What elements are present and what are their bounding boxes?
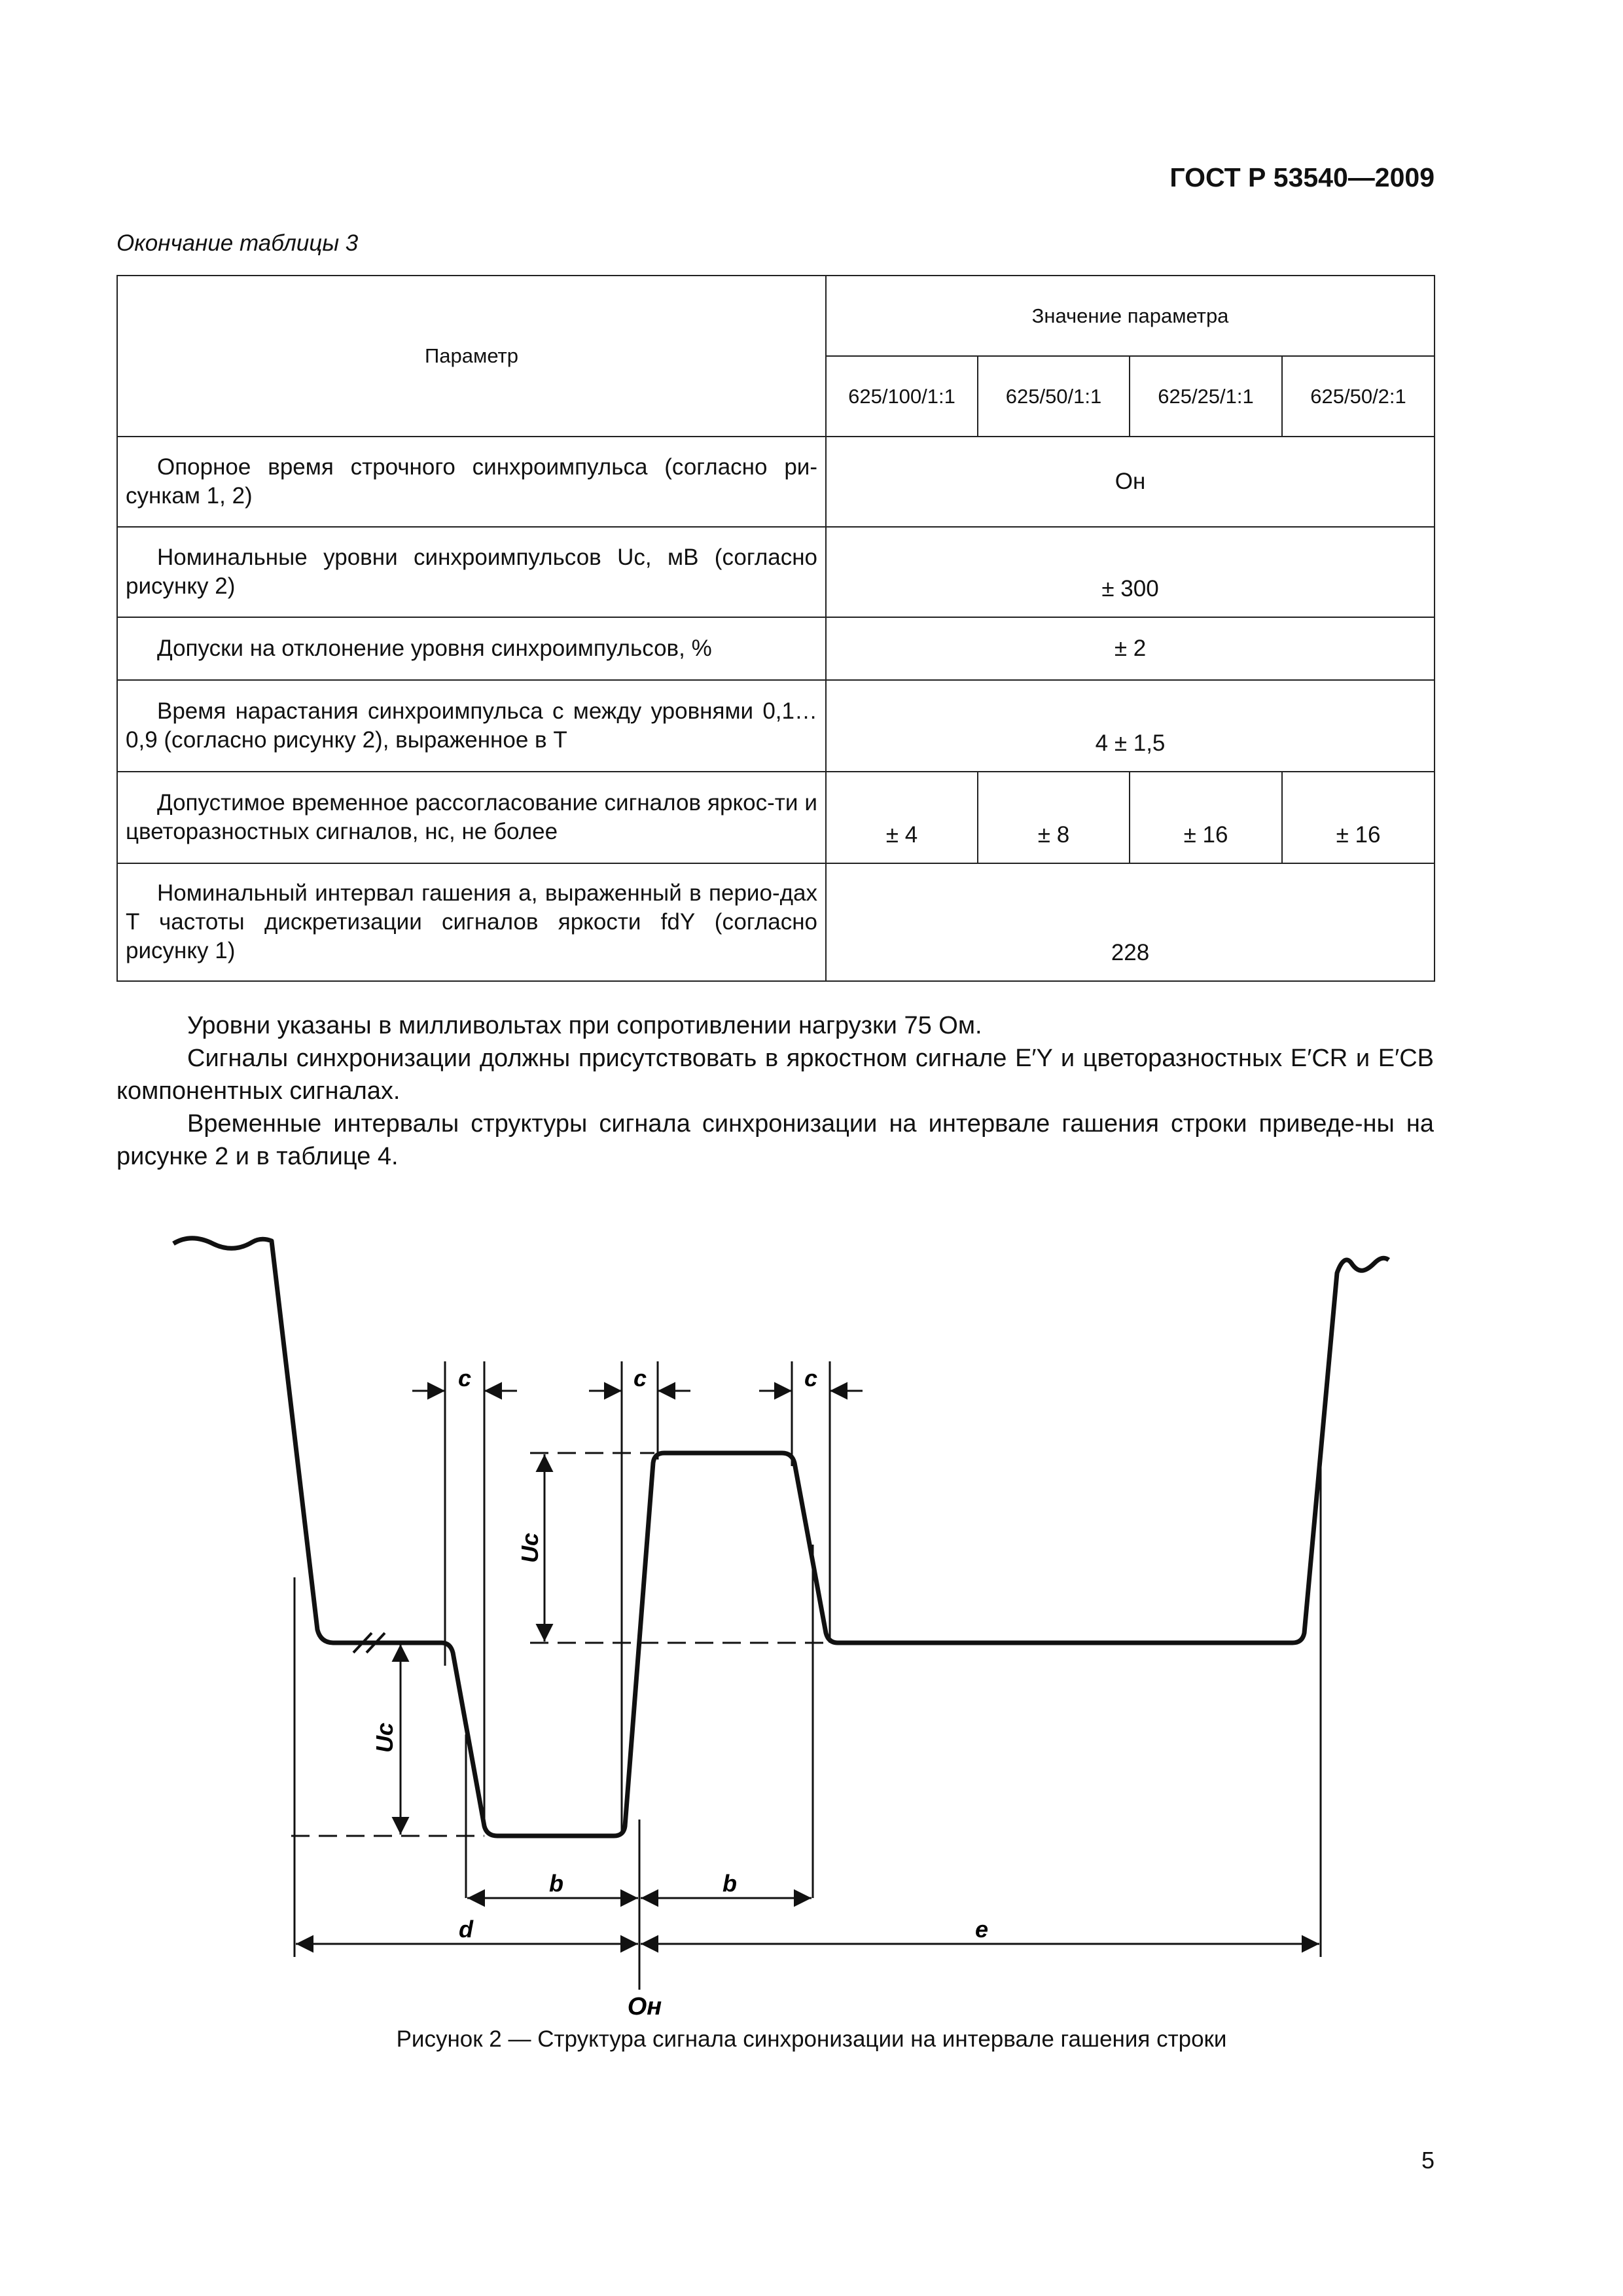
standard-code: ГОСТ Р 53540—2009 <box>1169 162 1435 192</box>
column-header: 625/25/1:1 <box>1130 356 1282 437</box>
table-row <box>117 863 1435 981</box>
label-b: b <box>722 1870 737 1897</box>
page-number: 5 <box>1421 2147 1435 2174</box>
label-c: c <box>457 1365 472 1391</box>
table-row <box>117 527 1435 617</box>
signal-waveform <box>173 1238 1389 1836</box>
param-cell: Допустимое временное рассогласование сигналов яркос-ти и цветоразностных сигналов, нс, не более <box>117 772 826 863</box>
table-row <box>117 437 1435 527</box>
column-header: 625/50/1:1 <box>978 356 1130 437</box>
table-caption: Окончание таблицы 3 <box>116 230 359 256</box>
value-cell: ± 2 <box>826 617 1435 680</box>
label-uc: Uc <box>516 1532 543 1564</box>
value-header: Значение параметра <box>826 276 1435 356</box>
figure-caption: Рисунок 2 — Структура сигнала синхронизации на интервале гашения строки <box>396 2026 1227 2052</box>
column-header: 625/50/2:1 <box>1282 356 1435 437</box>
param-cell: Номинальные уровни синхроимпульсов Uс, мВ (согласно рисунку 2) <box>117 527 826 617</box>
table-row <box>117 680 1435 772</box>
value-cell: Oн <box>826 437 1435 527</box>
label-d: d <box>459 1916 473 1943</box>
value-cell: ± 16 <box>1130 772 1282 863</box>
parameters-table <box>116 275 1435 982</box>
sync-signal-figure <box>0 1191 1623 2042</box>
param-header: Параметр <box>117 276 826 437</box>
table-header-row <box>117 276 1435 356</box>
label-b: b <box>549 1870 563 1897</box>
param-cell: Допуски на отклонение уровня синхроимпульсов, % <box>117 617 826 680</box>
value-cell: 228 <box>826 863 1435 981</box>
value-cell: ± 4 <box>826 772 978 863</box>
param-cell: Опорное время строчного синхроимпульса (согласно ри-сункам 1, 2) <box>117 437 826 527</box>
column-header: 625/100/1:1 <box>826 356 978 437</box>
paragraph: Уровни указаны в милливольтах при сопротивлении нагрузки 75 Ом. <box>187 1012 982 1039</box>
value-cell: ± 16 <box>1282 772 1435 863</box>
table-row <box>117 617 1435 680</box>
value-cell: ± 8 <box>978 772 1130 863</box>
label-c: c <box>633 1365 647 1391</box>
param-cell: Номинальный интервал гашения a, выраженный в перио-дах T частоты дискретизации сигналов яркости fdY (согласно рисунку 1) <box>117 863 826 981</box>
label-uc: Uc <box>371 1722 398 1753</box>
label-c: c <box>804 1365 818 1391</box>
label-oh: Oн <box>627 1993 662 2020</box>
value-cell: ± 300 <box>826 527 1435 617</box>
label-e: e <box>974 1916 989 1943</box>
paragraph: Сигналы синхронизации должны присутствовать в яркостном сигнале E′Y и цветоразностных E′CR и E′CB компонентных сигналах. <box>116 1045 1434 1105</box>
body-text <box>116 1009 1434 1173</box>
value-cell: 4 ± 1,5 <box>826 680 1435 772</box>
table-row <box>117 772 1435 863</box>
param-cell: Время нарастания синхроимпульса c между уровнями 0,1…0,9 (согласно рисунку 2), выраженное в T <box>117 680 826 772</box>
paragraph: Временные интервалы структуры сигнала синхронизации на интервале гашения строки приведе-ны на рисунке 2 и в таблице 4. <box>116 1110 1434 1170</box>
